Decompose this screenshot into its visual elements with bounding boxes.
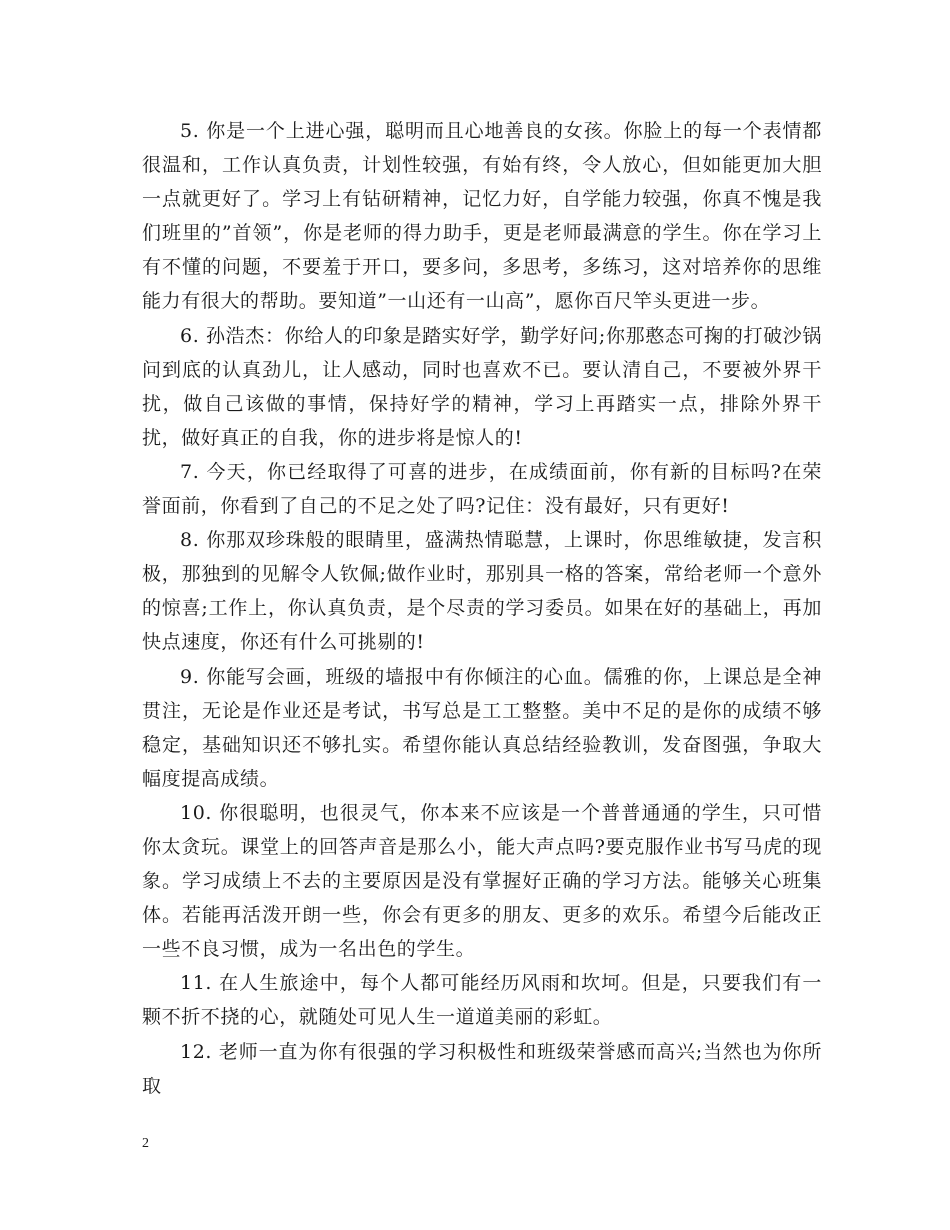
page-number: 2 — [142, 1136, 149, 1151]
document-body — [142, 114, 822, 1103]
paragraph-10: 10. 你很聪明，也很灵气，你本来不应该是一个普普通通的学生，只可惜你太贪玩。课堂上的回答声音是那么小，能大声点吗?要克服作业书写马虎的现象。学习成绩上不去的主要原因是没有掌握好正确的学习方法。能够关心班集体。若能再活泼开朗一些，你会有更多的朋友、更多的欢乐。希望今后能改正一些不良习惯，成为一名出色的学生。 — [142, 801, 822, 961]
paragraph-11: 11. 在人生旅途中，每个人都可能经历风雨和坎坷。但是，只要我们有一颗不折不挠的心，就随处可见人生一道道美丽的彩虹。 — [142, 972, 822, 1029]
paragraph-5: 5. 你是一个上进心强，聪明而且心地善良的女孩。你脸上的每一个表情都很温和，工作认真负责，计划性较强，有始有终，令人放心，但如能更加大胆一点就更好了。学习上有钻研精神，记忆力好，自学能力较强，你真不愧是我们班里的”首领”，你是老师的得力助手，更是老师最满意的学生。你在学习上有不懂的问题，不要羞于开口，要多问，多思考，多练习，这对培养你的思维能力有很大的帮助。要知道”一山还有一山高”，愿你百尺竿头更进一步。 — [142, 120, 822, 313]
paragraph-12: 12. 老师一直为你有很强的学习积极性和班级荣誉感而高兴;当然也为你所取 — [142, 1040, 822, 1097]
paragraph-9: 9. 你能写会画，班级的墙报中有你倾注的心血。儒雅的你，上课总是全神贯注，无论是作业还是考试，书写总是工工整整。美中不足的是你的成绩不够稳定，基础知识还不够扎实。希望你能认真总结经验教训，发奋图强，争取大幅度提高成绩。 — [142, 665, 822, 790]
paragraph-7: 7. 今天，你已经取得了可喜的进步，在成绩面前，你有新的目标吗?在荣誉面前，你看到了自己的不足之处了吗?记住：没有最好，只有更好! — [142, 460, 822, 518]
paragraph-6: 6. 孙浩杰：你给人的印象是踏实好学，勤学好问;你那憨态可掬的打破沙锅问到底的认真劲儿，让人感动，同时也喜欢不已。要认清自己，不要被外界干扰，做自己该做的事情，保持好学的精神，学习上再踏实一点，排除外界干扰，做好真正的自我，你的进步将是惊人的! — [142, 324, 822, 449]
paragraph-8: 8. 你那双珍珠般的眼睛里，盛满热情聪慧，上课时，你思维敏捷，发言积极，那独到的见解令人钦佩;做作业时，那别具一格的答案，常给老师一个意外的惊喜;工作上，你认真负责，是个尽责的学习委员。如果在好的基础上，再加快点速度，你还有什么可挑剔的! — [142, 529, 822, 654]
